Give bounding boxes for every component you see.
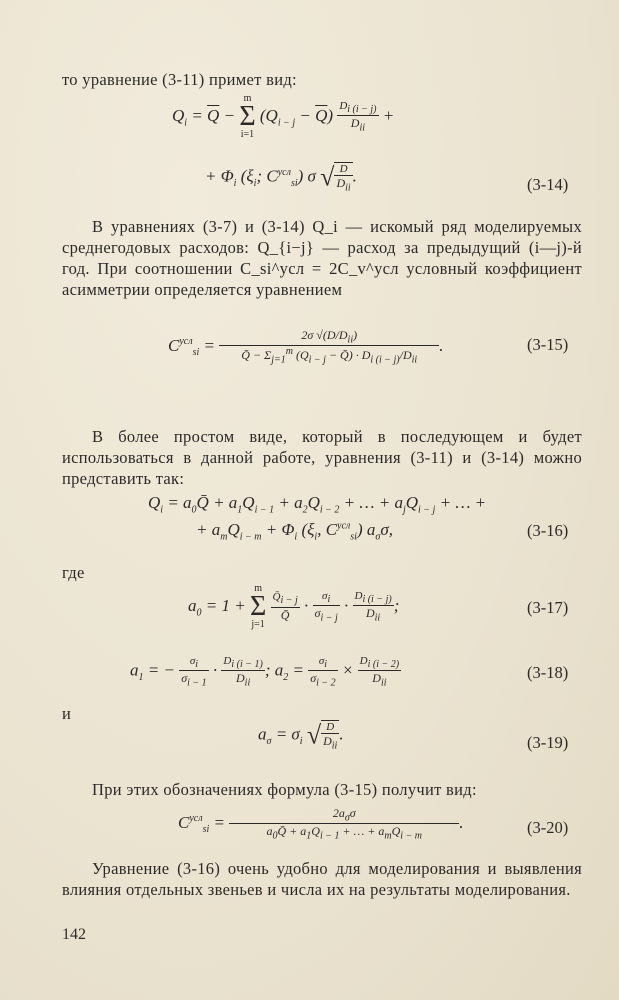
paragraph-1: В уравнениях (3-7) и (3-14) Q_i — искомый ряд моделируемых среднегодовых расходов: Q_{i−j} — расход за предыдущий (i—j)-й год. При соотношении C_si^усл = 2C_v^усл условный коэффициент асимметрии определяется уравнением <box>62 217 582 299</box>
equation-label-3-14: (3-14) <box>527 175 569 194</box>
word-gde: где <box>62 563 85 582</box>
page-number: 142 <box>62 926 86 943</box>
intro-text: то уравнение (3-11) примет вид: <box>62 70 297 89</box>
paragraph-3: При этих обозначениях формула (3-15) получит вид: <box>92 780 477 799</box>
equation-3-15: $C^{усл}_{si}$ = $\frac{2\sigma √(D/D_{ii})}{Q̄ - \Sigma_{j=1}^m (Q_{i - j} - Q̄) \cdot D_{i (i - j)}/D_{ii}}$ . <box>168 328 444 366</box>
equation-3-16-line1: $Q_i$ = $a_0Q̄ + a_1Q_{i - 1} + a_2Q_{i - 2}$ + … + $a_jQ_{i - j}$ + … + <box>148 493 487 516</box>
paragraph-4: Уравнение (3-16) очень удобно для моделирования и выявления влияния отдельных звеньев и числа их на результаты моделирования. <box>62 859 582 899</box>
equation-label-3-17: (3-17) <box>527 598 569 617</box>
equation-label-3-18: (3-18) <box>527 663 569 682</box>
equation-label-3-16: (3-16) <box>527 521 569 540</box>
paragraph-2: В более простом виде, который в последующем и будет использоваться в данной работе, уравнения (3-11) и (3-14) можно представить так: <box>62 427 582 488</box>
word-i: и <box>62 704 72 723</box>
equation-3-19: $a_\sigma = \sigma_i$ √ $\frac{D}{D_{ii}}$ . <box>258 720 344 752</box>
equation-label-3-20: (3-20) <box>527 818 569 837</box>
equation-3-20: $C^{усл}_{si}$ = $\frac{2a_\sigma\sigma}{a_0Q̄ + a_1Q_{i - 1} + \dots + a_mQ_{i - m}}$ . <box>178 806 464 842</box>
equation-3-17: $a_0 = 1$ + m Σ j=1 $\frac{Q̄_{i - j}}{Q̄}$ · $\frac{\sigma_i}{\sigma_{i - j}}$ · $\frac{D_{i (i - j)}}{D_{ii}}$ ; <box>188 583 400 630</box>
equation-3-18: $a_1$ = − $\frac{\sigma_i}{\sigma_{i - 1}}$ · $\frac{D_{i (i - 1)}}{D_{ii}}$ ; $a_2$ = $\frac{\sigma_i}{\sigma_{i - 2}}$ × $\frac{D_{i (i - 2)}}{D_{ii}}$ <box>130 655 400 689</box>
equation-label-3-15: (3-15) <box>527 335 569 354</box>
equation-3-14-line2: + $\Phi_i$ ($\xi_i$; $C^{усл}_{si}$) σ √ $\frac{D}{D_{ii}}$ . <box>205 162 357 194</box>
equation-3-14-line1: $Q_i = \overline{Q}$ − m Σ i=1 $(Q_{i - j} - \overline{Q})$ $\frac{D_{i (i - j)}}{D_{ii}}$ + <box>172 93 395 140</box>
equation-3-16-line2: + $a_mQ_{i - m} + \Phi_i$ ($\xi_i$, $C^{усл}_{si}$) $a_\sigma\sigma$, <box>196 520 393 543</box>
equation-label-3-19: (3-19) <box>527 733 569 752</box>
